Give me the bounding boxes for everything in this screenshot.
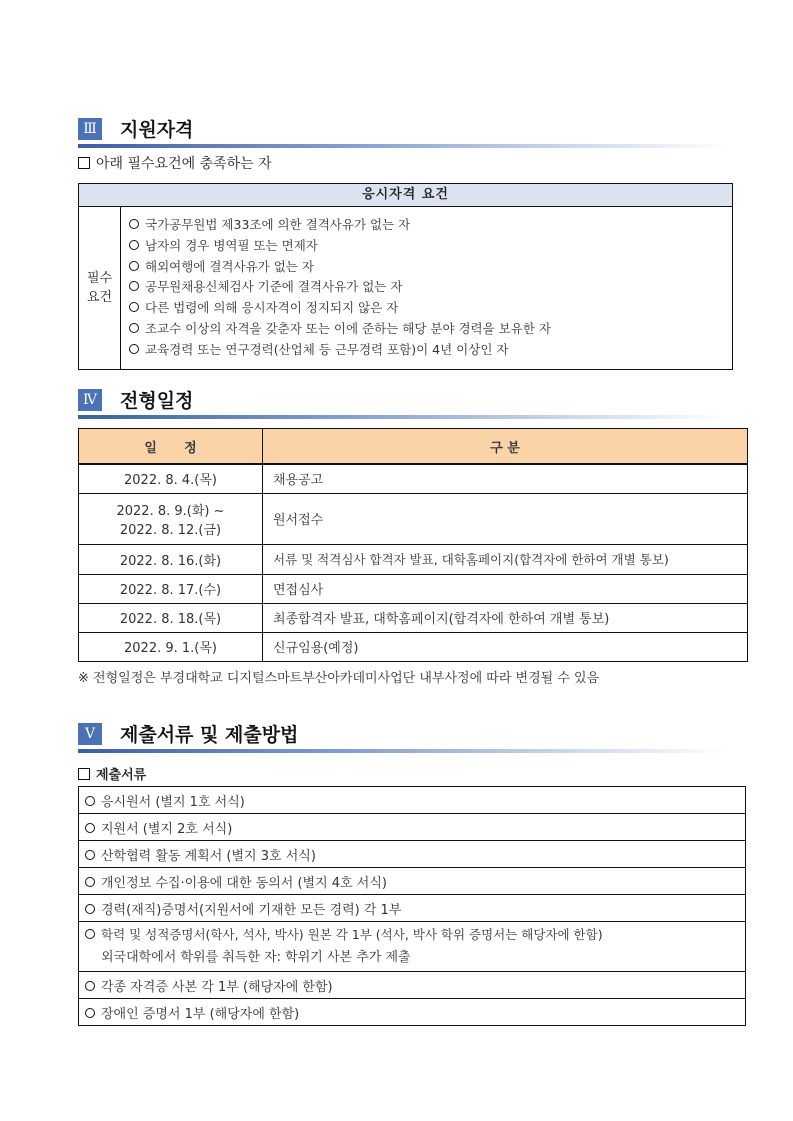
schedule-desc: 신규임용(예정) [263, 632, 748, 661]
document-text: 지원서 (별지 2호 서식) [101, 821, 233, 837]
schedule-date: 2022. 8. 18.(목) [79, 603, 263, 632]
document-item [79, 787, 746, 814]
schedule-date [79, 493, 263, 544]
list-item-text: 조교수 이상의 자격을 갖춘자 또는 이에 준하는 해당 분야 경력을 보유한 자 [145, 320, 551, 336]
section-4-number: Ⅳ [78, 389, 102, 411]
circle-bullet-icon [85, 981, 95, 991]
list-item [129, 340, 728, 361]
document-text: 각종 자격증 사본 각 1부 (해당자에 한함) [101, 979, 333, 995]
table-row [79, 999, 746, 1026]
list-item-text: 해외여행에 결격사유가 없는 자 [145, 258, 314, 274]
list-item [129, 298, 728, 319]
section-5-title: 제출서류 및 제출방법 [120, 724, 299, 746]
table-row [79, 841, 746, 868]
intro-text: 아래 필수요건에 충족하는 자 [96, 156, 272, 172]
table-row [79, 493, 748, 544]
circle-bullet-icon [85, 850, 95, 860]
circle-bullet-icon [85, 904, 95, 914]
circle-bullet-icon [85, 1008, 95, 1018]
schedule-header-row [79, 429, 748, 465]
table-row [79, 972, 746, 999]
section-3-header [78, 116, 728, 146]
list-item-text: 남자의 경우 병역필 또는 면제자 [145, 237, 318, 253]
document-text: 학력 및 성적증명서(학사, 석사, 박사) 원본 각 1부 (석사, 박사 학위 증명서는 해당자에 한함) [101, 927, 603, 942]
section-divider [78, 144, 728, 148]
requirements-side-label [79, 207, 121, 369]
table-row [79, 868, 746, 895]
circle-bullet-icon [85, 929, 95, 939]
checkbox-icon [78, 157, 90, 169]
list-item [129, 257, 728, 278]
document-text: 산학협력 활동 계획서 (별지 3호 서식) [101, 848, 316, 864]
table-row [79, 632, 748, 661]
document-item [79, 972, 746, 999]
circle-bullet-icon [129, 261, 139, 271]
schedule-date: 2022. 9. 1.(목) [79, 632, 263, 661]
side-label-line-2: 요건 [86, 290, 113, 305]
section-4-header [78, 387, 728, 417]
document-item [79, 895, 746, 922]
document-text: 응시원서 (별지 1호 서식) [101, 794, 245, 810]
document-text: 장애인 증명서 1부 (해당자에 한함) [101, 1006, 300, 1022]
list-item [129, 215, 728, 236]
circle-bullet-icon [129, 302, 139, 312]
section-5-number: Ⅴ [78, 723, 102, 745]
requirements-table-header: 응시자격 요건 [79, 184, 732, 207]
schedule-desc: 원서접수 [263, 493, 748, 544]
document-item [79, 999, 746, 1026]
list-item [129, 319, 728, 340]
schedule-date: 2022. 8. 16.(화) [79, 544, 263, 574]
document-item [79, 814, 746, 841]
list-item-text: 다른 법령에 의해 응시자격이 정지되지 않은 자 [145, 300, 399, 316]
schedule-date: 2022. 8. 17.(수) [79, 574, 263, 603]
document-item [79, 922, 746, 972]
list-item-text: 국가공무원법 제33조에 의한 결격사유가 없는 자 [145, 217, 411, 232]
section-3-number: Ⅲ [78, 118, 102, 140]
circle-bullet-icon [129, 344, 139, 354]
circle-bullet-icon [85, 877, 95, 887]
documents-subheading [78, 764, 146, 783]
table-row [79, 895, 746, 922]
list-item-text: 교육경력 또는 연구경력(산업체 등 근무경력 포함)이 4년 이상인 자 [145, 341, 509, 357]
table-row [79, 574, 748, 603]
list-item-text: 공무원채용신체검사 기준에 결격사유가 없는 자 [145, 279, 403, 295]
schedule-col-date: 일 정 [79, 429, 263, 465]
checkbox-icon [78, 768, 90, 780]
document-item [79, 868, 746, 895]
schedule-desc: 서류 및 적격심사 합격자 발표, 대학홈페이지(합격자에 한하여 개별 통보) [263, 544, 748, 574]
requirements-table [78, 183, 733, 370]
documents-subheading-text: 제출서류 [96, 768, 147, 783]
circle-bullet-icon [85, 823, 95, 833]
document-text-line-2: 외국대학에서 학위를 취득한 자: 학위기 사본 추가 제출 [101, 950, 411, 965]
circle-bullet-icon [129, 240, 139, 250]
schedule-col-desc: 구 분 [263, 429, 748, 465]
document-text: 경력(재직)증명서(지원서에 기재한 모든 경력) 각 1부 [101, 902, 402, 918]
table-row [79, 814, 746, 841]
schedule-desc: 채용공고 [263, 464, 748, 493]
list-item [129, 277, 728, 298]
schedule-date-line-1: 2022. 8. 9.(화) ~ [116, 503, 225, 519]
documents-table [78, 786, 746, 1026]
side-label-line-1: 필수 [86, 271, 113, 286]
schedule-date-line-2: 2022. 8. 12.(금) [119, 522, 222, 538]
schedule-table [78, 428, 748, 662]
circle-bullet-icon [129, 323, 139, 333]
circle-bullet-icon [129, 219, 139, 229]
table-row [79, 544, 748, 574]
section-4-title: 전형일정 [120, 390, 194, 412]
circle-bullet-icon [85, 796, 95, 806]
schedule-desc: 면접심사 [263, 574, 748, 603]
section-3-intro [78, 153, 272, 173]
list-item [129, 236, 728, 257]
schedule-date: 2022. 8. 4.(목) [79, 464, 263, 493]
requirements-list [129, 215, 728, 361]
section-divider [78, 749, 728, 753]
table-row [79, 464, 748, 493]
schedule-desc: 최종합격자 발표, 대학홈페이지(합격자에 한하여 개별 통보) [263, 603, 748, 632]
table-row [79, 787, 746, 814]
section-5-header [78, 721, 728, 751]
schedule-note: ※ 전형일정은 부경대학교 디지털스마트부산아카데미사업단 내부사정에 따라 변경될 수 있음 [78, 671, 600, 686]
section-3-title: 지원자격 [120, 119, 194, 141]
table-row [79, 922, 746, 972]
document-item [79, 841, 746, 868]
table-row [79, 603, 748, 632]
document-text: 개인정보 수집·이용에 대한 동의서 (별지 4호 서식) [101, 875, 387, 891]
section-divider [78, 415, 728, 419]
circle-bullet-icon [129, 281, 139, 291]
